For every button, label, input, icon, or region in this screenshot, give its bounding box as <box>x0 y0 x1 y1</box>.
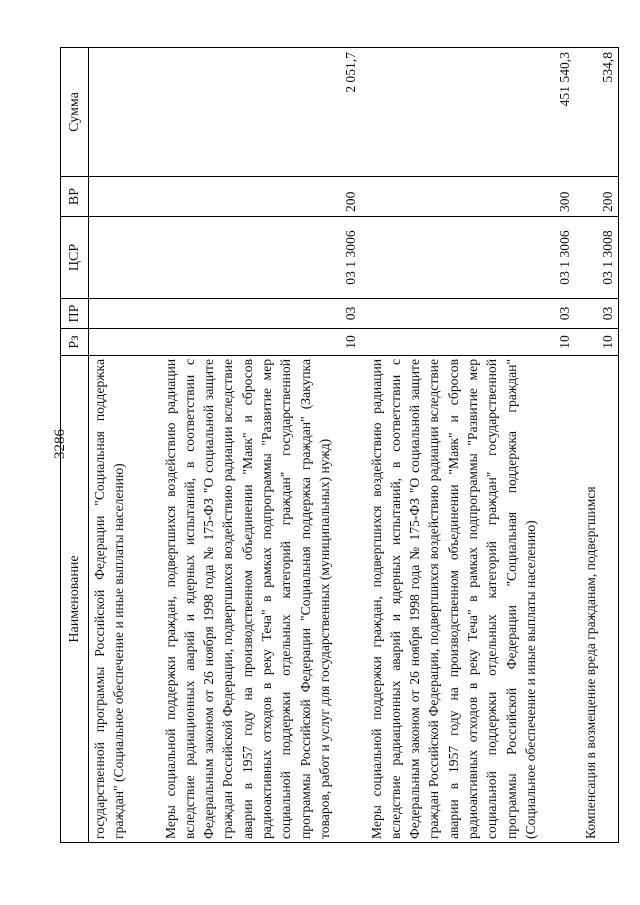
row-pr: 03 <box>361 299 575 329</box>
row-name: Меры социальной поддержки граждан, подвергшихся воздействию радиации вследствие радиационных аварий и ядерных испытаний, в соответствии с Федеральным законом от 26 ноября 1998 года № 175-ФЗ "О социальной защите граждан Российской Федерации, подвергшихся воздействию радиации вследствие аварии в 1957 году на производственном объединении "Маяк" и сбросов радиоактивных отходов в реку Теча" в рамках подпрограммы "Развитие мер социальной поддержки отдельных категорий граждан" государственной программы Российской Федерации "Социальная поддержка граждан" (Социальное обеспечение и иные выплаты населению) <box>368 359 538 839</box>
header-rz: Рз <box>61 329 89 356</box>
row-name-cell <box>147 356 361 843</box>
row-vr: 300 <box>361 177 575 217</box>
row-sum: 534,8 <box>575 48 619 177</box>
table-row <box>147 48 361 843</box>
row-csr: 03 1 3008 <box>575 217 619 299</box>
row-rz <box>89 329 147 356</box>
row-name-cell <box>575 356 619 843</box>
row-name-cell <box>89 356 147 843</box>
row-vr <box>89 177 147 217</box>
row-pr <box>89 299 147 329</box>
row-csr <box>89 217 147 299</box>
table-row <box>89 48 147 843</box>
header-sum: Сумма <box>61 48 89 177</box>
row-rz: 10 <box>361 329 575 356</box>
row-sum: 451 540,3 <box>361 48 575 177</box>
table-header-row <box>61 48 89 843</box>
page-number: 3286 <box>52 429 68 459</box>
row-rz: 10 <box>575 329 619 356</box>
header-pr: ПР <box>61 299 89 329</box>
table-row <box>361 48 575 843</box>
header-csr: ЦСР <box>61 217 89 299</box>
row-sum: 2 051,7 <box>147 48 361 177</box>
row-rz: 10 <box>147 329 361 356</box>
row-vr: 200 <box>575 177 619 217</box>
row-csr: 03 1 3006 <box>361 217 575 299</box>
row-name: Меры социальной поддержки граждан, подвергшихся воздействию радиации вследствие радиационных аварий и ядерных испытаний, в соответствии с Федеральным законом от 26 ноября 1998 года № 175-ФЗ "О социальной защите граждан Российской Федерации, подвергшихся воздействию радиации вследствие аварии в 1957 году на производственном объединении "Маяк" и сбросов радиоактивных отходов в реку Теча" в рамках подпрограммы "Развитие мер социальной поддержки отдельных категорий граждан" государственной программы Российской Федерации "Социальная поддержка граждан" (Закупка товаров, работ и услуг для государственных (муниципальных) нужд) <box>162 359 332 839</box>
row-name: Компенсация в возмещение вреда гражданам, подвергшимся <box>582 486 598 839</box>
row-vr: 200 <box>147 177 361 217</box>
row-name: государственной программы Российской Федерации "Социальная поддержка граждан" (Социальное обеспечение и иные выплаты населению) <box>92 359 127 839</box>
header-name: Наименование <box>61 356 89 843</box>
row-name-cell <box>361 356 575 843</box>
row-csr: 03 1 3006 <box>147 217 361 299</box>
budget-table <box>60 47 619 843</box>
row-pr: 03 <box>147 299 361 329</box>
header-vr: ВР <box>61 177 89 217</box>
row-sum <box>89 48 147 177</box>
table-row <box>575 48 619 843</box>
row-pr: 03 <box>575 299 619 329</box>
